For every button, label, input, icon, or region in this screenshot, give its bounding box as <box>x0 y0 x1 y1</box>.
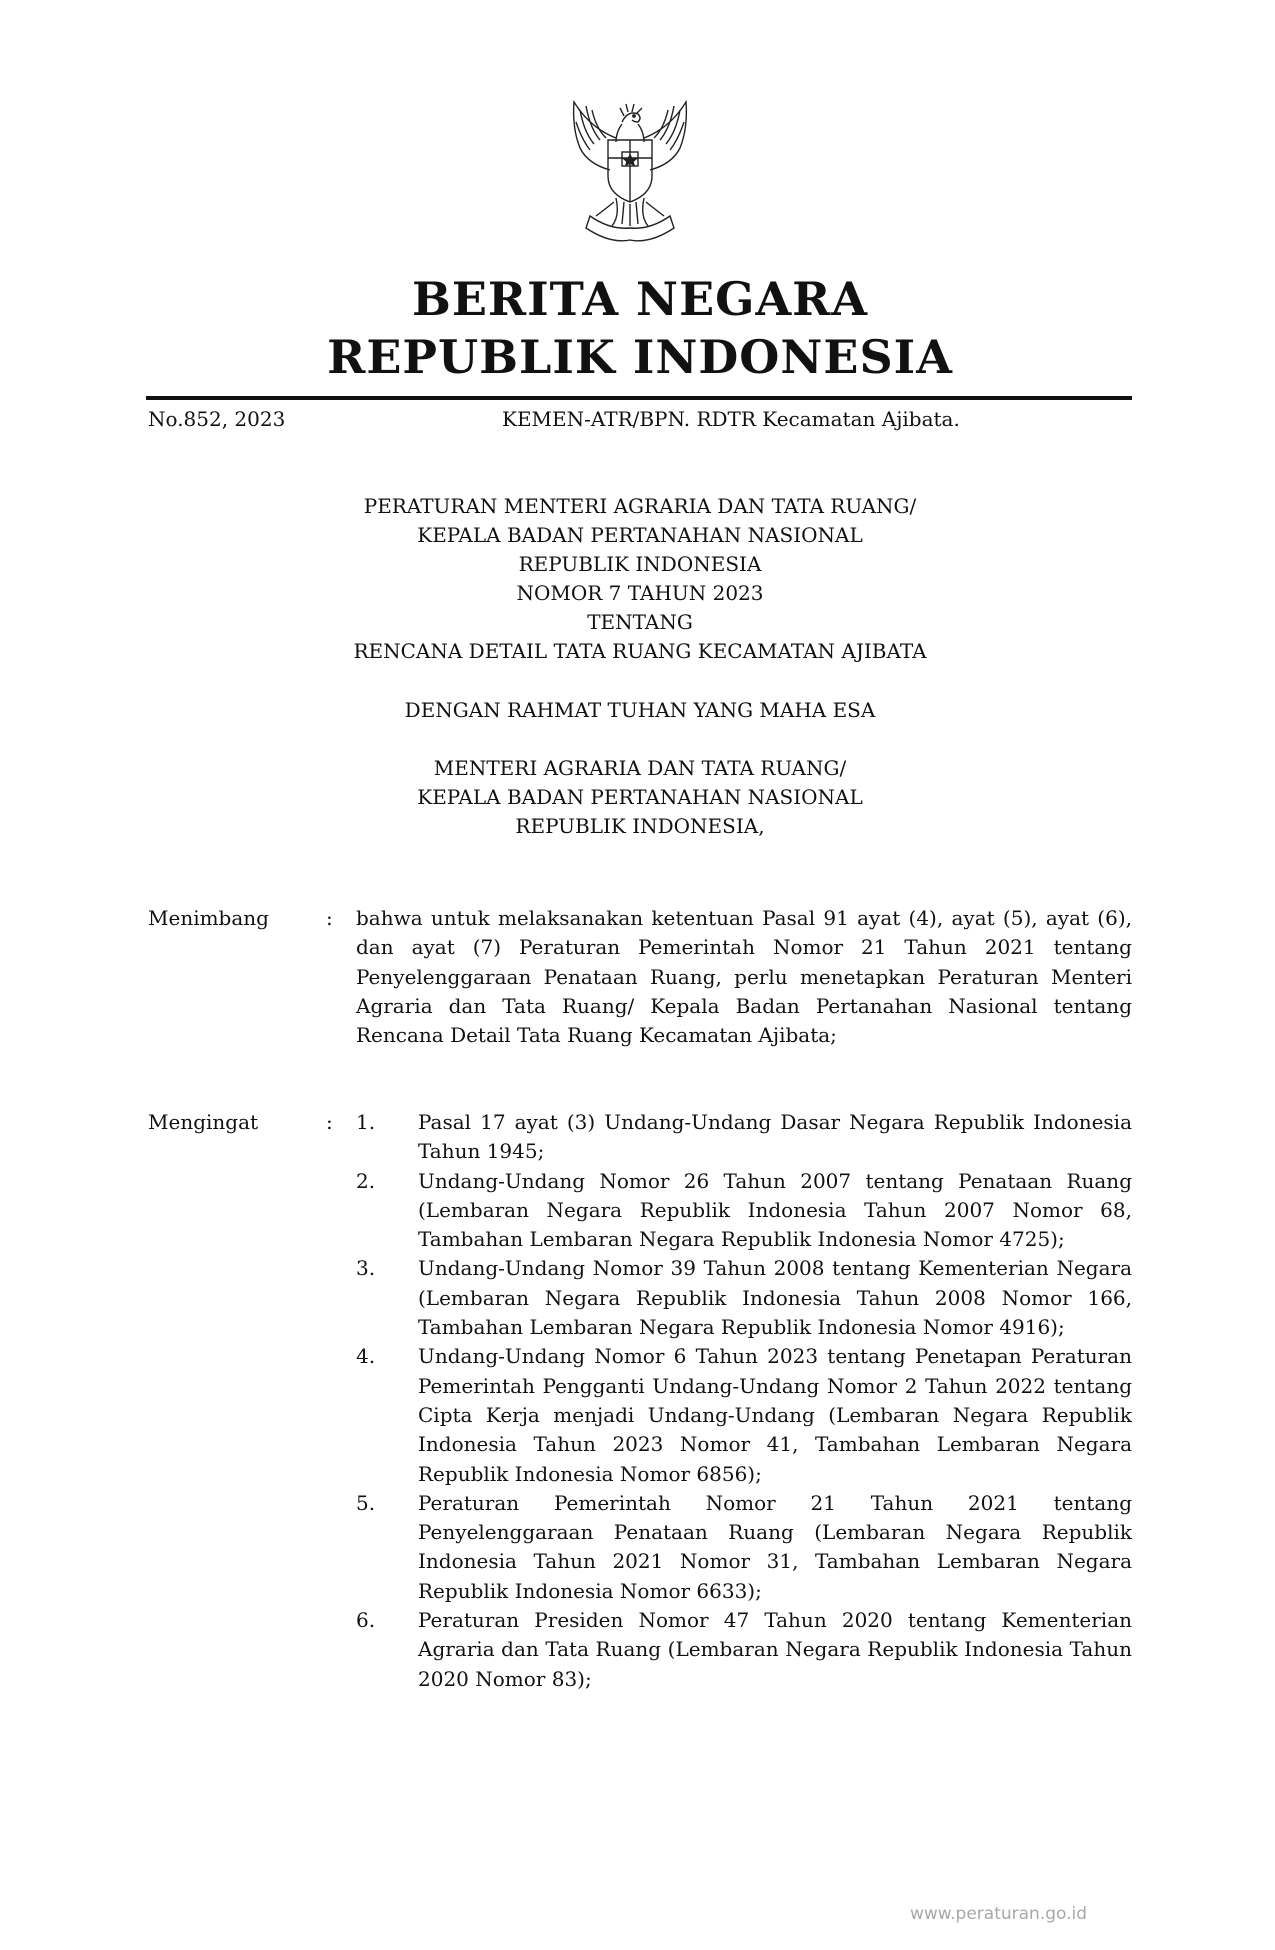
item-number: 4. <box>356 1344 376 1369</box>
list-item <box>356 1254 1132 1342</box>
regulation-title-line: TENTANG <box>587 610 693 634</box>
masthead-divider <box>146 396 1132 400</box>
mengingat-label: Mengingat <box>148 1110 259 1134</box>
item-text: Peraturan Pemerintah Nomor 21 Tahun 2021 tentang Penyelenggaraan Penataan Ruang (Lembaran Negara Republik Indonesia Tahun 2021 Nomor 31, Tambahan Lembaran Negara Republik Indonesia Nomor 6633); <box>418 1490 1132 1603</box>
minister-line: REPUBLIK INDONESIA, <box>515 814 765 838</box>
regulation-title-line: KEPALA BADAN PERTANAHAN NASIONAL <box>417 523 863 547</box>
minister-line: MENTERI AGRARIA DAN TATA RUANG/ <box>433 756 847 780</box>
item-number: 1. <box>356 1110 376 1134</box>
item-number: 3. <box>356 1256 376 1281</box>
masthead-title <box>148 270 1132 386</box>
rahmat-line <box>148 696 1132 725</box>
item-number: 6. <box>356 1608 376 1633</box>
regulation-title <box>148 492 1132 666</box>
minister-heading <box>148 754 1132 841</box>
list-item <box>356 1489 1132 1606</box>
list-item <box>356 1606 1132 1694</box>
footer-url[interactable]: www.peraturan.go.id <box>910 1904 1088 1924</box>
item-text: Peraturan Presiden Nomor 47 Tahun 2020 tentang Kementerian Agraria dan Tata Ruang (Lembaran Negara Republik Indonesia Tahun 2020 Nomor 83); <box>418 1608 1132 1691</box>
item-number: 5. <box>356 1490 376 1515</box>
item-text: Undang-Undang Nomor 6 Tahun 2023 tentang Penetapan Peraturan Pemerintah Pengganti Undang-Undang Nomor 2 Tahun 2022 tentang Cipta Kerja menjadi Undang-Undang (Lembaran Negara Republik Indonesia Tahun 2023 Nomor 41, Tambahan Lembaran Negara Republik Indonesia Nomor 6856); <box>418 1344 1132 1486</box>
rahmat-text: DENGAN RAHMAT TUHAN YANG MAHA ESA <box>404 698 876 722</box>
regulation-title-line: RENCANA DETAIL TATA RUANG KECAMATAN AJIBATA <box>353 639 927 663</box>
gazette-subject: KEMEN-ATR/BPN. RDTR Kecamatan Ajibata. <box>502 407 960 431</box>
regulation-title-line: PERATURAN MENTERI AGRARIA DAN TATA RUANG/ <box>363 494 917 518</box>
garuda-emblem <box>550 98 710 248</box>
mengingat-colon: : <box>326 1110 333 1134</box>
item-text: Undang-Undang Nomor 26 Tahun 2007 tentang Penataan Ruang (Lembaran Negara Republik Indonesia Tahun 2007 Nomor 68, Tambahan Lembaran Negara Republik Indonesia Nomor 4725); <box>418 1168 1132 1252</box>
regulation-title-line: NOMOR 7 TAHUN 2023 <box>516 581 764 605</box>
minister-line: KEPALA BADAN PERTANAHAN NASIONAL <box>417 785 863 809</box>
masthead-line-2: REPUBLIK INDONESIA <box>327 330 953 384</box>
item-text: Pasal 17 ayat (3) Undang-Undang Dasar Negara Republik Indonesia Tahun 1945; <box>418 1110 1132 1164</box>
menimbang-text: bahwa untuk melaksanakan ketentuan Pasal 91 ayat (4), ayat (5), ayat (6), dan ayat (7) Peraturan Pemerintah Nomor 21 Tahun 2021 tentang Penyelenggaraan Penataan Ruang, perlu menetapkan Peraturan Menteri Agraria dan Tata Ruang/ Kepala Badan Pertanahan Nasional tentang Rencana Detail Tata Ruang Kecamatan Ajibata; <box>356 906 1132 1048</box>
masthead-line-1: BERITA NEGARA <box>411 272 869 326</box>
list-item <box>356 1342 1132 1488</box>
menimbang-label: Menimbang <box>148 906 269 930</box>
regulation-title-line: REPUBLIK INDONESIA <box>518 552 762 576</box>
item-number: 2. <box>356 1168 376 1193</box>
list-item <box>356 1108 1132 1167</box>
gazette-number: No.852, 2023 <box>148 407 286 431</box>
list-item <box>356 1167 1132 1255</box>
mengingat-list <box>356 1108 1132 1694</box>
item-text: Undang-Undang Nomor 39 Tahun 2008 tentang Kementerian Negara (Lembaran Negara Republik Indonesia Tahun 2008 Nomor 166, Tambahan Lembaran Negara Republik Indonesia Nomor 4916); <box>418 1256 1132 1340</box>
menimbang-colon: : <box>326 906 333 930</box>
